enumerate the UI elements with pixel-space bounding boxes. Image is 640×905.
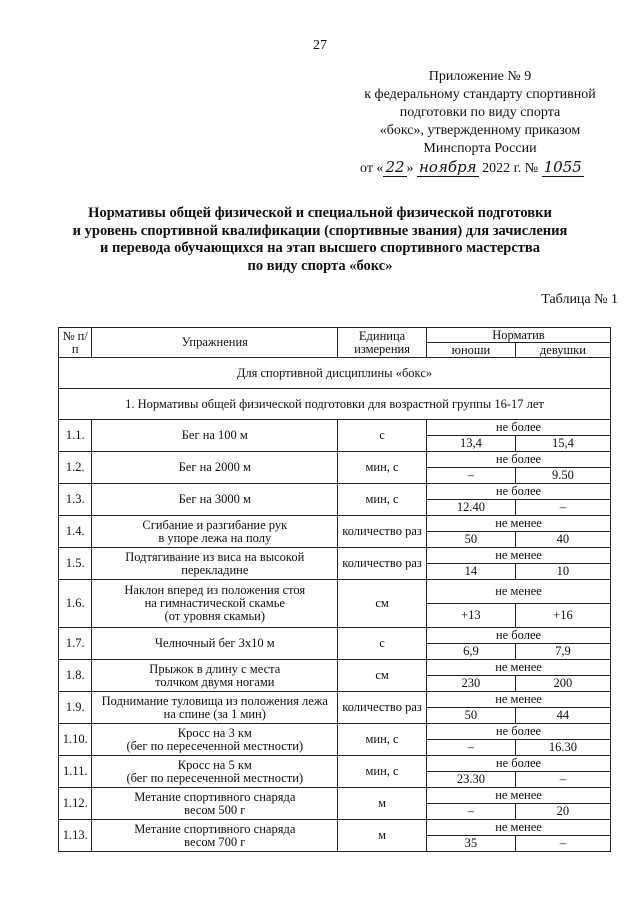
table-row [59,820,611,836]
boys-value: 12.40 [426,500,515,516]
exercise-name: Подтягивание из виса на высокой перекладине [92,548,338,580]
boys-value: 50 [426,708,515,724]
unit-of-measure: с [338,628,427,660]
exercise-name: Бег на 3000 м [92,484,338,516]
row-number: 1.10. [59,724,92,756]
girls-value: 20 [515,804,610,820]
girls-value: – [515,836,610,852]
boys-value: 14 [426,564,515,580]
girls-value: 40 [515,532,610,548]
unit-of-measure: количество раз [338,548,427,580]
requirement-type: не более [426,484,610,500]
handwritten-day: 22 [385,158,405,176]
header-norm: Норматив [426,328,610,343]
requirement-type: не менее [426,516,610,532]
unit-of-measure: количество раз [338,692,427,724]
table-row [59,724,611,740]
table-row [59,660,611,676]
girls-value: 16.30 [515,740,610,756]
row-number: 1.7. [59,628,92,660]
appendix-header [330,68,630,178]
table-row [59,788,611,804]
unit-of-measure: м [338,820,427,852]
row-number: 1.13. [59,820,92,852]
boys-value: 6,9 [426,644,515,660]
girls-value: 10 [515,564,610,580]
table-row [59,452,611,468]
appendix-line: «бокс», утвержденному приказом [379,123,581,138]
discipline-row: Для спортивной дисциплины «бокс» [59,358,611,389]
header-girls: девушки [515,343,610,358]
section-row: 1. Нормативы общей физической подготовки для возрастной группы 16-17 лет [59,389,611,420]
exercise-name: Поднимание туловища из положения лежа на спине (за 1 мин) [92,692,338,724]
date-mid: » [406,161,414,176]
exercise-name: Метание спортивного снаряда весом 500 г [92,788,338,820]
requirement-type: не более [426,724,610,740]
unit-of-measure: см [338,580,427,628]
girls-value: +16 [515,604,610,628]
date-prefix: от « [360,161,384,176]
exercise-name: Метание спортивного снаряда весом 700 г [92,820,338,852]
exercise-name: Сгибание и разгибание рук в упоре лежа на полу [92,516,338,548]
page-number: 27 [313,38,327,53]
header-num: № п/п [59,328,92,358]
appendix-line: подготовки по виду спорта [399,105,561,120]
girls-value: – [515,772,610,788]
unit-of-measure: с [338,420,427,452]
requirement-type: не менее [426,788,610,804]
unit-of-measure: м [338,788,427,820]
row-number: 1.1. [59,420,92,452]
table-row [59,516,611,532]
girls-value: – [515,500,610,516]
girls-value: 44 [515,708,610,724]
row-number: 1.9. [59,692,92,724]
requirement-type: не менее [426,820,610,836]
requirement-type: не более [426,756,610,772]
requirement-type: не менее [426,692,610,708]
table-row [59,484,611,500]
title-line: Нормативы общей физической и специальной физической подготовки [88,205,552,221]
requirement-type: не более [426,420,610,436]
boys-value: 23.30 [426,772,515,788]
table-row [59,580,611,604]
table-row [59,628,611,644]
table-label: Таблица № 1 [541,292,618,307]
boys-value: 35 [426,836,515,852]
exercise-name: Наклон вперед из положения стоя на гимнастической скамье (от уровня скамьи) [92,580,338,628]
exercise-name: Бег на 2000 м [92,452,338,484]
appendix-line: к федеральному стандарту спортивной [364,87,596,102]
requirement-type: не более [426,452,610,468]
header-unit: Единица измерения [338,328,427,358]
row-number: 1.11. [59,756,92,788]
handwritten-month: ноября [419,158,477,176]
exercise-name: Бег на 100 м [92,420,338,452]
row-number: 1.3. [59,484,92,516]
exercise-name: Кросс на 3 км (бег по пересеченной местности) [92,724,338,756]
table-row [59,756,611,772]
header-exercise: Упражнения [92,328,338,358]
boys-value: 13,4 [426,436,515,452]
unit-of-measure: см [338,660,427,692]
title-line: и уровень спортивной квалификации (спортивные звания) для зачисления [72,222,568,239]
title-line: и перевода обучающихся на этап высшего спортивного мастерства [100,240,540,256]
requirement-type: не менее [426,660,610,676]
unit-of-measure: мин, с [338,724,427,756]
unit-of-measure: мин, с [338,756,427,788]
boys-value: +13 [426,604,515,628]
table-row [59,420,611,436]
exercise-name: Челночный бег 3х10 м [92,628,338,660]
appendix-line: Минспорта России [423,141,537,156]
unit-of-measure: мин, с [338,452,427,484]
row-number: 1.12. [59,788,92,820]
order-date-line [330,158,630,178]
row-number: 1.4. [59,516,92,548]
girls-value: 9.50 [515,468,610,484]
header-boys: юноши [426,343,515,358]
requirement-type: не более [426,628,610,644]
boys-value: 230 [426,676,515,692]
row-number: 1.8. [59,660,92,692]
girls-value: 15,4 [515,436,610,452]
boys-value: – [426,468,515,484]
requirement-type: не менее [426,548,610,564]
unit-of-measure: количество раз [338,516,427,548]
row-number: 1.6. [59,580,92,628]
norms-table [58,327,611,852]
boys-value: – [426,740,515,756]
row-number: 1.5. [59,548,92,580]
boys-value: – [426,804,515,820]
title-line: по виду спорта «бокс» [247,257,393,274]
exercise-name: Прыжок в длину с места толчком двумя ногами [92,660,338,692]
document-title [60,205,580,275]
table-row [59,548,611,564]
unit-of-measure: мин, с [338,484,427,516]
exercise-name: Кросс на 5 км (бег по пересеченной местности) [92,756,338,788]
handwritten-order-number: 1055 [543,158,582,176]
girls-value: 7,9 [515,644,610,660]
date-year: 2022 г. № [482,161,539,176]
girls-value: 200 [515,676,610,692]
row-number: 1.2. [59,452,92,484]
table-row [59,692,611,708]
requirement-type: не менее [426,580,610,604]
appendix-line: Приложение № 9 [428,69,532,84]
boys-value: 50 [426,532,515,548]
